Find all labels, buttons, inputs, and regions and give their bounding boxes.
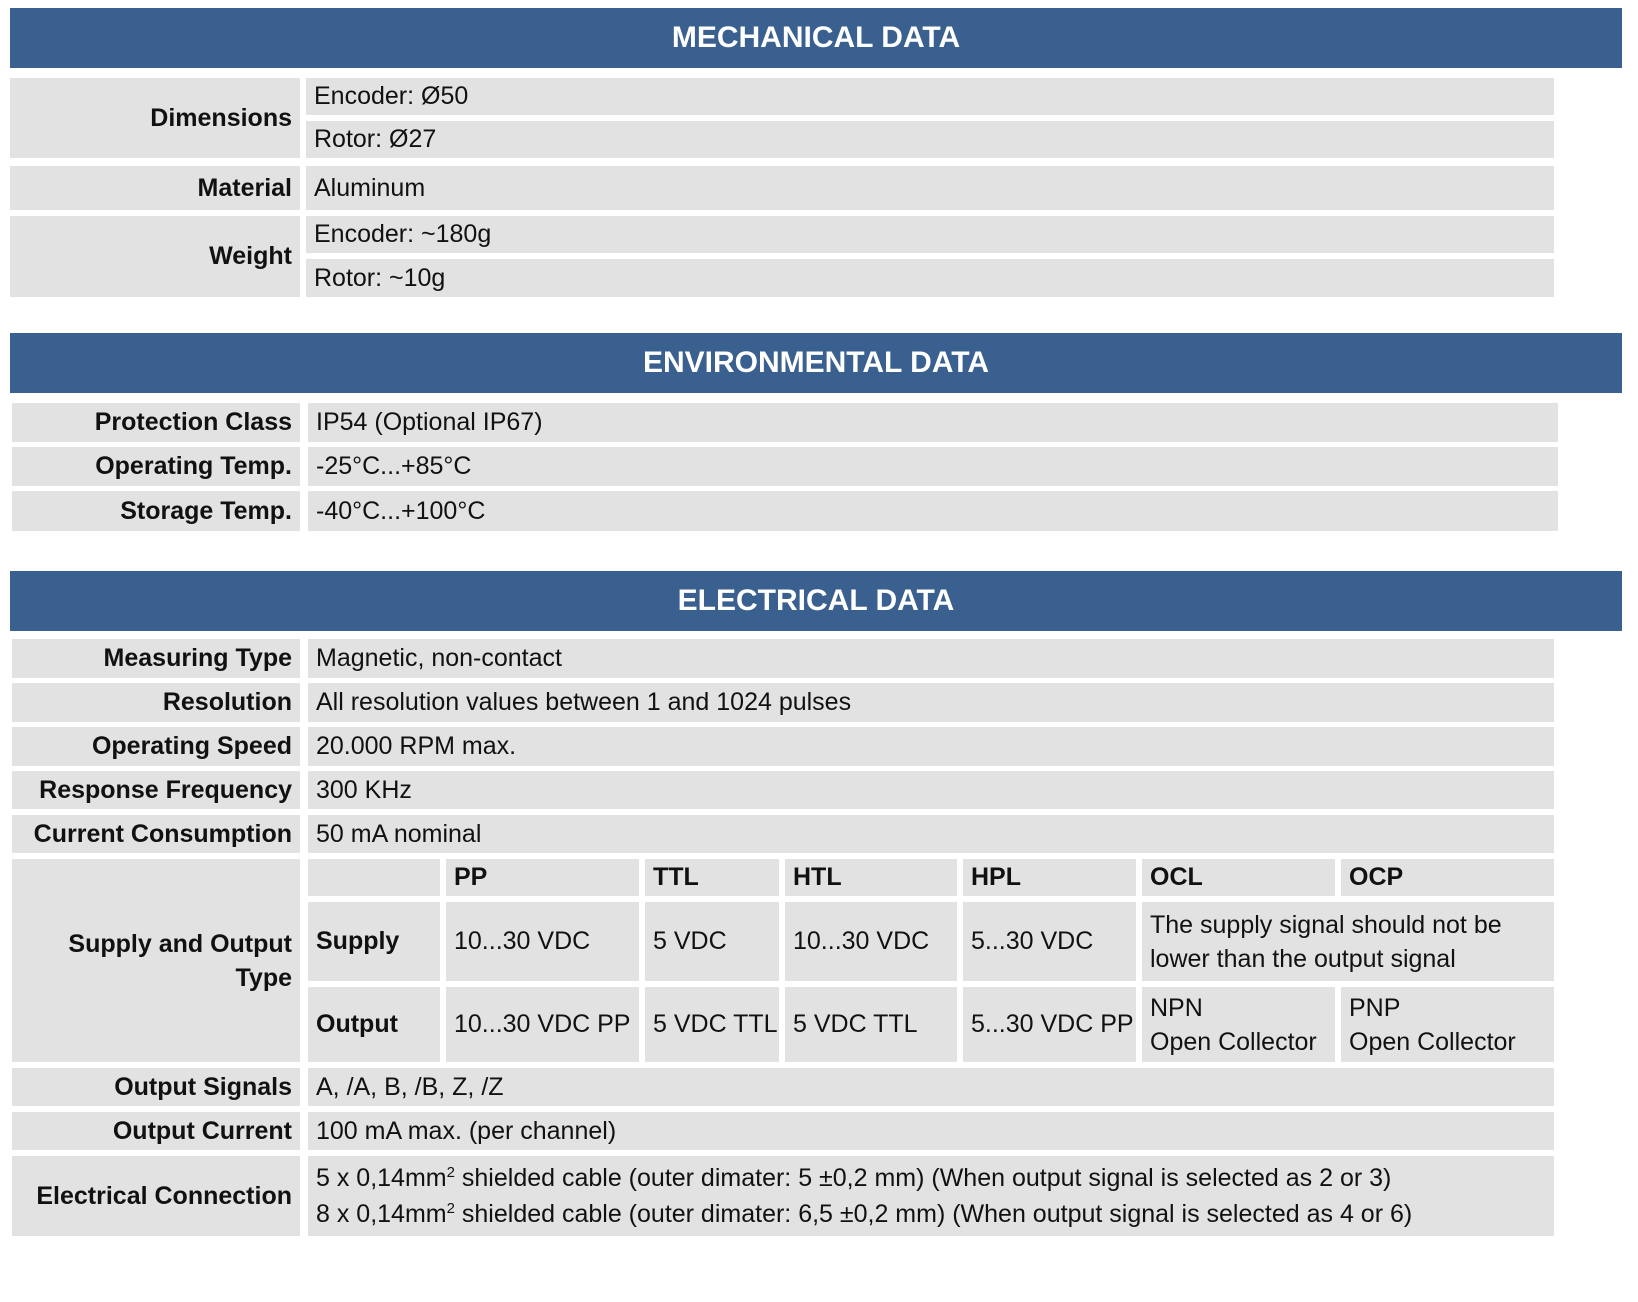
output-htl-value: 5 VDC TTL [785,987,957,1062]
material-label: Material [10,166,300,210]
output-ocl-line1: NPN [1150,993,1203,1022]
operating-temp-value: -25°C...+85°C [308,447,1558,486]
output-hpl-value: 5...30 VDC PP [963,987,1136,1062]
environmental-data-header: ENVIRONMENTAL DATA [10,333,1622,393]
connection-line-2-sup: 2 [446,1200,455,1217]
dimensions-label: Dimensions [10,78,300,158]
measuring-type-value: Magnetic, non-contact [308,639,1554,678]
output-current-label: Output Current [12,1112,300,1150]
col-header-htl: HTL [785,859,957,896]
supply-pp-value: 10...30 VDC [446,902,639,981]
col-header-ocl: OCL [1142,859,1335,896]
supply-output-type-label [12,859,300,1062]
electrical-data-header: ELECTRICAL DATA [10,571,1622,631]
connection-line-1-prefix: 5 x 0,14mm [316,1164,447,1192]
supply-htl-value: 10...30 VDC [785,902,957,981]
output-current-value: 100 mA max. (per channel) [308,1112,1554,1150]
connection-line-1 [316,1160,1391,1196]
protection-class-value: IP54 (Optional IP67) [308,403,1558,442]
weight-encoder-value: Encoder: ~180g [306,216,1554,253]
connection-line-1-sup: 2 [446,1164,455,1181]
output-ocl-line2: Open Collector [1150,1027,1317,1056]
output-ocl-value [1142,987,1335,1062]
operating-speed-label: Operating Speed [12,727,300,766]
supply-note-line1: The supply signal should not be [1150,910,1502,939]
supply-output-type-label-line2: Type [235,963,292,992]
protection-class-label: Protection Class [12,403,300,442]
mechanical-data-header: MECHANICAL DATA [10,8,1622,68]
current-consumption-value: 50 mA nominal [308,815,1554,853]
supply-output-corner-cell [308,859,440,896]
electrical-connection-value [308,1156,1554,1236]
output-ocp-line1: PNP [1349,993,1401,1022]
output-signals-value: A, /A, B, /B, Z, /Z [308,1068,1554,1106]
supply-note-line2: lower than the output signal [1150,944,1456,973]
output-pp-value: 10...30 VDC PP [446,987,639,1062]
weight-label: Weight [10,216,300,297]
dimensions-encoder-value: Encoder: Ø50 [306,78,1554,115]
dimensions-rotor-value: Rotor: Ø27 [306,121,1554,158]
response-frequency-value: 300 KHz [308,771,1554,809]
col-header-hpl: HPL [963,859,1136,896]
connection-line-2-suffix: shielded cable (outer dimater: 6,5 ±0,2 mm) (When output signal is selected as 4 or 6) [454,1200,1413,1228]
resolution-label: Resolution [12,683,300,722]
output-ocp-line2: Open Collector [1349,1027,1516,1056]
connection-line-2 [316,1196,1412,1232]
electrical-connection-label: Electrical Connection [12,1156,300,1236]
material-value: Aluminum [306,166,1554,210]
connection-line-1-suffix: shielded cable (outer dimater: 5 ±0,2 mm) (When output signal is selected as 2 or 3) [454,1164,1392,1192]
measuring-type-label: Measuring Type [12,639,300,678]
resolution-value: All resolution values between 1 and 1024 pulses [308,683,1554,722]
storage-temp-label: Storage Temp. [12,491,300,531]
supply-ttl-value: 5 VDC [645,902,779,981]
col-header-pp: PP [446,859,639,896]
supply-ocl-ocp-note [1142,902,1554,981]
response-frequency-label: Response Frequency [12,771,300,809]
operating-temp-label: Operating Temp. [12,447,300,486]
operating-speed-value: 20.000 RPM max. [308,727,1554,766]
output-ttl-value: 5 VDC TTL [645,987,779,1062]
supply-row-label: Supply [308,902,440,981]
supply-output-type-label-line1: Supply and Output [68,929,292,958]
col-header-ocp: OCP [1341,859,1554,896]
storage-temp-value: -40°C...+100°C [308,491,1558,531]
supply-hpl-value: 5...30 VDC [963,902,1136,981]
output-ocp-value [1341,987,1554,1062]
weight-rotor-value: Rotor: ~10g [306,259,1554,297]
output-row-label: Output [308,987,440,1062]
output-signals-label: Output Signals [12,1068,300,1106]
current-consumption-label: Current Consumption [12,815,300,853]
connection-line-2-prefix: 8 x 0,14mm [316,1200,447,1228]
col-header-ttl: TTL [645,859,779,896]
